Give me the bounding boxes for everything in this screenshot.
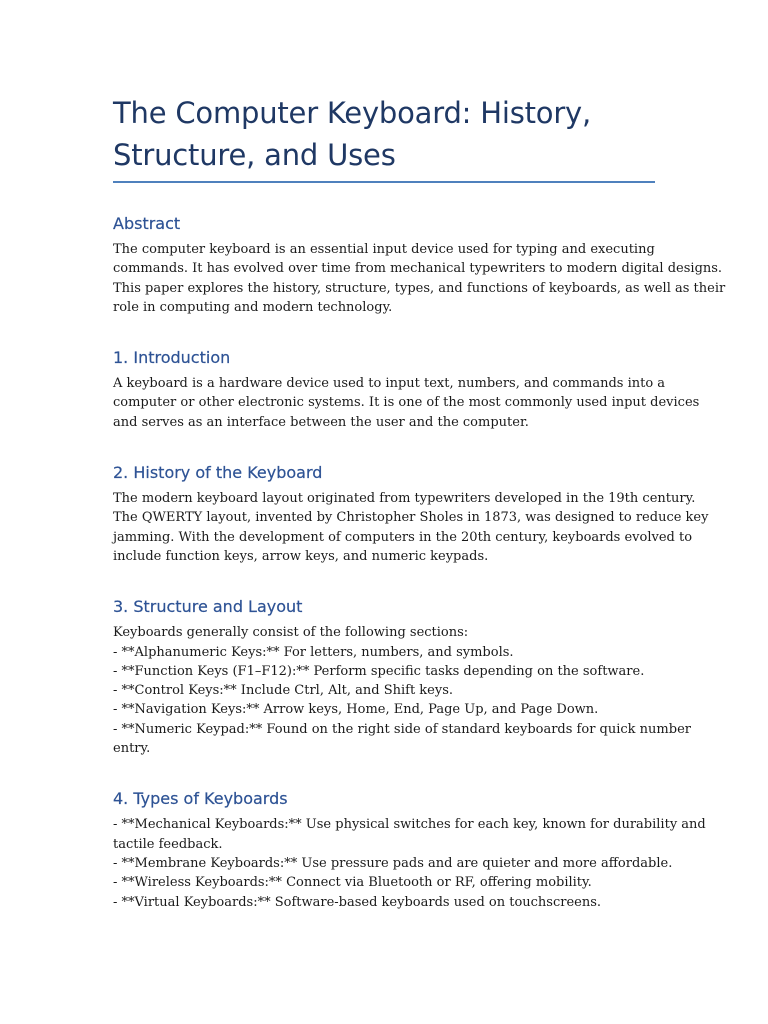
text-line: commands. It has evolved over time from mechanical typewriters to modern digital designs. (113, 261, 723, 277)
document-title (113, 92, 655, 181)
text-line: - **Membrane Keyboards:** Use pressure pads and are quieter and more affordable. (113, 855, 673, 871)
document-title-line: The Computer Keyboard: History, (113, 96, 592, 130)
text-line: - **Navigation Keys:** Arrow keys, Home, End, Page Up, and Page Down. (113, 702, 599, 718)
text-line: The QWERTY layout, invented by Christopher Sholes in 1873, was designed to reduce key (113, 510, 709, 526)
text-line: - **Mechanical Keyboards:** Use physical switches for each key, known for durability and (113, 817, 706, 833)
section-paragraph (113, 815, 706, 911)
section-paragraph (113, 489, 709, 566)
text-line: computer or other electronic systems. It is one of the most commonly used input devices (113, 395, 700, 411)
document-title-line: Structure, and Uses (113, 138, 396, 172)
section-heading: Abstract (113, 214, 181, 233)
section-abstract (113, 213, 726, 317)
document-body (113, 213, 726, 912)
text-line: entry. (113, 741, 151, 757)
section-3-structure-and-layout (113, 596, 691, 758)
text-line: - **Numeric Keypad:** Found on the right side of standard keyboards for quick number (113, 721, 691, 737)
text-line: The modern keyboard layout originated from typewriters developed in the 19th century. (113, 491, 696, 507)
section-2-history-of-the-keyboard (113, 462, 709, 566)
text-line: - **Wireless Keyboards:** Connect via Bluetooth or RF, offering mobility. (113, 875, 592, 891)
text-line: - **Alphanumeric Keys:** For letters, numbers, and symbols. (113, 644, 514, 660)
text-line: The computer keyboard is an essential input device used for typing and executing (113, 242, 655, 257)
document-page (113, 92, 726, 942)
section-paragraph (113, 623, 691, 758)
text-line: - **Control Keys:** Include Ctrl, Alt, and Shift keys. (113, 683, 454, 699)
section-heading: 4. Types of Keyboards (113, 789, 288, 809)
text-line: - **Function Keys (F1–F12):** Perform specific tasks depending on the software. (113, 663, 645, 679)
text-line: This paper explores the history, structure, types, and functions of keyboards, as well as their (113, 280, 726, 296)
text-line: include function keys, arrow keys, and numeric keypads. (113, 548, 489, 564)
section-heading: 3. Structure and Layout (113, 597, 303, 617)
section-heading: 2. History of the Keyboard (113, 463, 323, 483)
text-line: Keyboards generally consist of the following sections: (113, 625, 469, 641)
text-line: jamming. With the development of computers in the 20th century, keyboards evolved to (113, 529, 693, 545)
section-4-types-of-keyboards (113, 788, 706, 911)
text-line: tactile feedback. (113, 836, 223, 852)
section-paragraph (113, 374, 700, 432)
section-heading: 1. Introduction (113, 348, 231, 368)
title-divider (113, 181, 655, 183)
text-line: - **Virtual Keyboards:** Software-based keyboards used on touchscreens. (113, 894, 602, 910)
section-1-introduction (113, 347, 700, 432)
section-paragraph (113, 240, 726, 317)
text-line: and serves as an interface between the user and the computer. (113, 414, 529, 430)
text-line: A keyboard is a hardware device used to input text, numbers, and commands into a (113, 376, 666, 392)
text-line: role in computing and modern technology. (113, 299, 393, 315)
